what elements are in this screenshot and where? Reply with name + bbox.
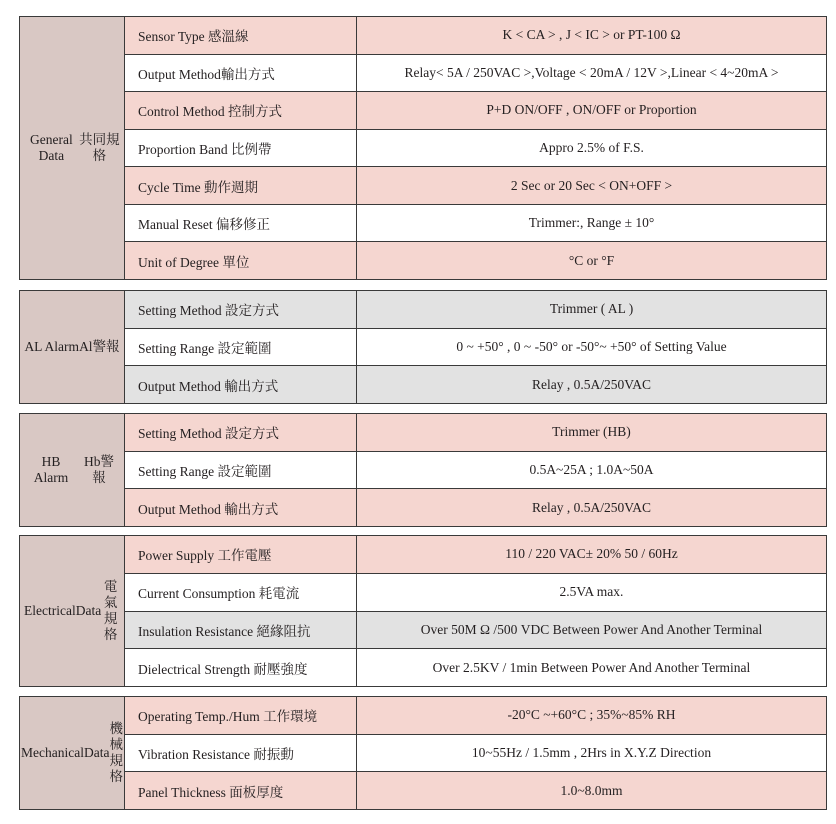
table-row bbox=[125, 452, 826, 490]
spec-label: Setting Range 設定範圍 bbox=[125, 329, 357, 366]
category-line: Data bbox=[75, 603, 102, 618]
electrical-data-group bbox=[19, 535, 827, 687]
category-label bbox=[20, 414, 125, 526]
spec-label: Cycle Time 動作週期 bbox=[125, 167, 357, 204]
category-label bbox=[20, 17, 125, 279]
spec-rows bbox=[125, 536, 826, 686]
spec-label: Panel Thickness 面板厚度 bbox=[125, 772, 357, 809]
spec-value: Relay , 0.5A/250VAC bbox=[357, 366, 826, 403]
spec-label: Output Method 輸出方式 bbox=[125, 366, 357, 403]
spec-value: Trimmer:, Range ± 10° bbox=[357, 205, 826, 242]
spec-label: Dielectrical Strength 耐壓強度 bbox=[125, 649, 357, 686]
al-alarm-group bbox=[19, 290, 827, 404]
spec-label: Vibration Resistance 耐振動 bbox=[125, 735, 357, 772]
spec-value: 1.0~8.0mm bbox=[357, 772, 826, 809]
table-row bbox=[125, 242, 826, 279]
category-line: 共同規格 bbox=[79, 132, 120, 163]
table-row bbox=[125, 772, 826, 809]
spec-value: Over 2.5KV / 1min Between Power And Another Terminal bbox=[357, 649, 826, 686]
table-row bbox=[125, 205, 826, 243]
spec-label: Sensor Type 感溫線 bbox=[125, 17, 357, 54]
table-row bbox=[125, 130, 826, 168]
category-label bbox=[20, 697, 125, 809]
spec-value: P+D ON/OFF , ON/OFF or Proportion bbox=[357, 92, 826, 129]
spec-value: 0 ~ +50° , 0 ~ -50° or -50°~ +50° of Setting Value bbox=[357, 329, 826, 366]
spec-label: Power Supply 工作電壓 bbox=[125, 536, 357, 573]
spec-value: Trimmer (HB) bbox=[357, 414, 826, 451]
spec-value: Over 50M Ω /500 VDC Between Power And Another Terminal bbox=[357, 612, 826, 649]
category-line: Electrical bbox=[24, 603, 76, 618]
spec-value: -20°C ~+60°C ; 35%~85% RH bbox=[357, 697, 826, 734]
table-row bbox=[125, 55, 826, 93]
spec-label: Output Method輸出方式 bbox=[125, 55, 357, 92]
category-line: HB Alarm bbox=[33, 454, 69, 485]
spec-label: Setting Method 設定方式 bbox=[125, 291, 357, 328]
spec-rows bbox=[125, 414, 826, 526]
table-row bbox=[125, 697, 826, 735]
spec-value: 2 Sec or 20 Sec < ON+OFF > bbox=[357, 167, 826, 204]
table-row bbox=[125, 291, 826, 329]
table-row bbox=[125, 612, 826, 650]
spec-label: Insulation Resistance 絕緣阻抗 bbox=[125, 612, 357, 649]
category-line: Data bbox=[84, 745, 110, 760]
table-row bbox=[125, 366, 826, 403]
table-row bbox=[125, 167, 826, 205]
spec-value: Trimmer ( AL ) bbox=[357, 291, 826, 328]
spec-value: Relay< 5A / 250VAC >,Voltage < 20mA / 12V >,Linear < 4~20mA > bbox=[357, 55, 826, 92]
spec-value: 0.5A~25A ; 1.0A~50A bbox=[357, 452, 826, 489]
table-row bbox=[125, 329, 826, 367]
mechanical-data-group bbox=[19, 696, 827, 810]
spec-label: Setting Method 設定方式 bbox=[125, 414, 357, 451]
category-line: 機械規格 bbox=[109, 721, 123, 784]
spec-label: Manual Reset 偏移修正 bbox=[125, 205, 357, 242]
table-row bbox=[125, 536, 826, 574]
table-row bbox=[125, 414, 826, 452]
table-row bbox=[125, 735, 826, 773]
spec-value: Appro 2.5% of F.S. bbox=[357, 130, 826, 167]
category-line: 電氣規格 bbox=[103, 579, 118, 642]
general-data-group bbox=[19, 16, 827, 280]
table-row bbox=[125, 574, 826, 612]
spec-label: Current Consumption 耗電流 bbox=[125, 574, 357, 611]
category-line: Al警報 bbox=[79, 339, 120, 354]
table-row bbox=[125, 92, 826, 130]
spec-value: °C or °F bbox=[357, 242, 826, 279]
spec-label: Unit of Degree 單位 bbox=[125, 242, 357, 279]
spec-value: 110 / 220 VAC± 20% 50 / 60Hz bbox=[357, 536, 826, 573]
category-line: General Data bbox=[29, 132, 73, 163]
table-row bbox=[125, 489, 826, 526]
table-row bbox=[125, 649, 826, 686]
spec-value: 10~55Hz / 1.5mm , 2Hrs in X.Y.Z Direction bbox=[357, 735, 826, 772]
spec-rows bbox=[125, 291, 826, 403]
category-line: Hb警報 bbox=[83, 454, 114, 485]
spec-label: Proportion Band 比例帶 bbox=[125, 130, 357, 167]
table-row bbox=[125, 17, 826, 55]
category-line: AL Alarm bbox=[24, 339, 80, 354]
category-label bbox=[20, 536, 125, 686]
spec-value: Relay , 0.5A/250VAC bbox=[357, 489, 826, 526]
spec-value: 2.5VA max. bbox=[357, 574, 826, 611]
spec-rows bbox=[125, 697, 826, 809]
spec-label: Operating Temp./Hum 工作環境 bbox=[125, 697, 357, 734]
spec-label: Output Method 輸出方式 bbox=[125, 489, 357, 526]
spec-value: K < CA > , J < IC > or PT-100 Ω bbox=[357, 17, 826, 54]
spec-label: Setting Range 設定範圍 bbox=[125, 452, 357, 489]
hb-alarm-group bbox=[19, 413, 827, 527]
category-label bbox=[20, 291, 125, 403]
spec-label: Control Method 控制方式 bbox=[125, 92, 357, 129]
spec-rows bbox=[125, 17, 826, 279]
category-line: Mechanical bbox=[21, 745, 84, 760]
